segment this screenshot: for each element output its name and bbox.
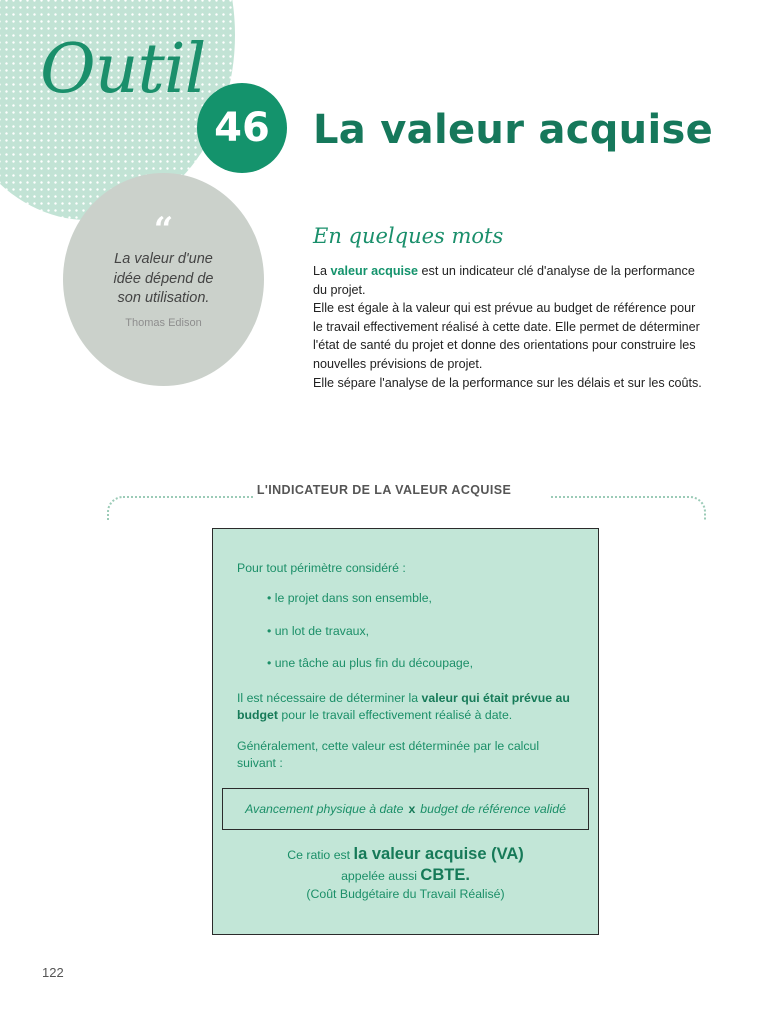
tool-label: Outil [40,30,206,109]
multiply-operator: x [408,801,416,816]
quote-author: Thomas Edison [125,317,202,329]
intro-paragraph: Elle est égale à la valeur qui est prévue au budget de référence pour le travail effectivement réalisé à cette date. Elle permet de déterminer l'état de santé du projet et donne des orientations pour construire les nouvelles prévisions de projet. [313,301,700,371]
intro-heading: En quelques mots [313,224,504,248]
box-lead: Pour tout périmètre considéré : [237,561,406,575]
aka-term: CBTE. [420,866,470,884]
page-title: La valeur acquise [313,107,714,153]
aka-text: appelée aussi [341,869,421,883]
box-text-fragment: suivant : [237,756,283,770]
box-text-fragment: Il est nécessaire de déterminer la [237,691,422,705]
intro-text-fragment: est un indicateur clé d'analyse de la performance du projet. [313,264,695,297]
box-text-fragment: pour le travail effectivement réalisé à date. [277,708,513,722]
aka-expansion: (Coût Budgétaire du Travail Réalisé) [306,887,505,901]
aka-line [213,867,598,885]
result-term: la valeur acquise (VA) [353,845,524,863]
quote-mark-icon: “ [153,210,174,250]
section-heading: L'INDICATEUR DE LA VALEUR ACQUISE [256,483,512,497]
box-bold-fragment: budget [237,708,278,722]
box-paragraph [237,690,582,724]
result-text: Ce ratio est [287,848,354,862]
section-divider-right [551,496,706,520]
quote-bubble [63,173,264,386]
tool-number-badge: 46 [197,83,287,173]
section-divider-left [107,496,254,520]
box-bullet: • le projet dans son ensemble, [267,591,432,605]
intro-paragraph [313,262,708,299]
intro-text-fragment: La [313,264,331,278]
definition-box [212,528,599,935]
intro-paragraph: Elle sépare l'analyse de la performance sur les délais et sur les coûts. [313,375,702,390]
formula-box [222,788,589,830]
intro-text [313,262,708,392]
page-number: 122 [42,965,64,980]
box-text-fragment: Généralement, cette valeur est déterminée par le calcul [237,739,540,753]
intro-highlight: valeur acquise [330,264,419,278]
quote-line: son utilisation. [117,290,210,306]
quote-line: idée dépend de [113,270,214,287]
formula-term: budget de référence validé [420,801,566,816]
quote-text [63,250,264,309]
formula-term: Avancement physique à date [245,801,404,816]
box-bullet: • une tâche au plus fin du découpage, [267,656,473,670]
box-bold-fragment: valeur qui était prévue au [421,691,570,705]
quote-line: La valeur d'une [114,251,213,267]
result-line [213,846,598,864]
box-paragraph [237,738,539,772]
box-bullet: • un lot de travaux, [267,624,370,638]
